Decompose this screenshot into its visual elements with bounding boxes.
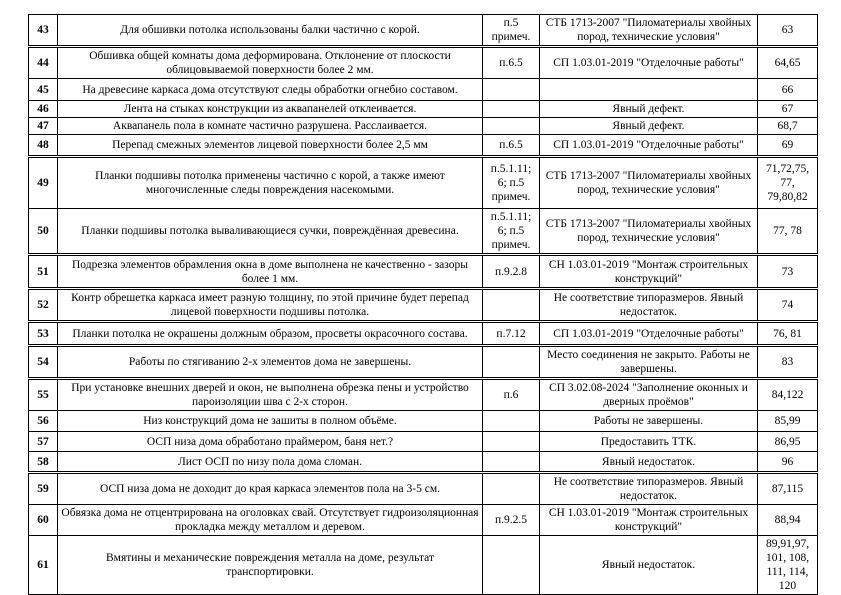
- description-cell: Лента на стыках конструкции из аквапанелей отклеивается.: [58, 101, 483, 118]
- row-number-cell: 54: [29, 346, 58, 379]
- description-cell: Планки подшивы потолка вываливающиеся сучки, повреждённая древесина.: [58, 209, 483, 255]
- clause-cell: п.6.5: [483, 135, 540, 157]
- table-row: [29, 379, 818, 411]
- basis-cell: [540, 79, 758, 101]
- description-cell: При установке внешних дверей и окон, не выполнена обрезка пены и устройство пароизоляции шва с 2-х сторон.: [58, 379, 483, 411]
- row-number-cell: 46: [29, 101, 58, 118]
- basis-cell: Место соединения не закрыто. Работы не завершены.: [540, 346, 758, 379]
- clause-cell: п.6: [483, 379, 540, 411]
- table-row: [29, 432, 818, 452]
- row-number-cell: 43: [29, 15, 58, 47]
- table-row: [29, 536, 818, 595]
- clause-cell: п.5.1.11; 6; п.5 примеч.: [483, 157, 540, 209]
- description-cell: Подрезка элементов обрамления окна в доме выполнена не качественно - зазоры более 1 мм.: [58, 255, 483, 289]
- row-number-cell: 45: [29, 79, 58, 101]
- description-cell: Контр обрешетка каркаса имеет разную толщину, по этой причине будет перепад лицевой поверхности подшивы потолка.: [58, 289, 483, 322]
- row-number-cell: 47: [29, 118, 58, 135]
- pages-cell: 87,115: [758, 473, 818, 505]
- row-number-cell: 61: [29, 536, 58, 595]
- table-row: [29, 209, 818, 255]
- basis-cell: Явный дефект.: [540, 118, 758, 135]
- clause-cell: [483, 473, 540, 505]
- table-row: [29, 101, 818, 118]
- table-row: [29, 15, 818, 47]
- basis-cell: Предоставить ТТК.: [540, 432, 758, 452]
- basis-cell: Явный дефект.: [540, 101, 758, 118]
- clause-cell: [483, 411, 540, 432]
- pages-cell: 63: [758, 15, 818, 47]
- defects-table: [28, 14, 818, 595]
- row-number-cell: 60: [29, 505, 58, 536]
- pages-cell: 85,99: [758, 411, 818, 432]
- basis-cell: Не соответствие типоразмеров. Явный недостаток.: [540, 473, 758, 505]
- basis-cell: Явный недостаток.: [540, 452, 758, 473]
- pages-cell: 68,7: [758, 118, 818, 135]
- table-row: [29, 255, 818, 289]
- clause-cell: [483, 346, 540, 379]
- row-number-cell: 59: [29, 473, 58, 505]
- table-row: [29, 452, 818, 473]
- description-cell: Лист ОСП по низу пола дома сломан.: [58, 452, 483, 473]
- pages-cell: 88,94: [758, 505, 818, 536]
- row-number-cell: 56: [29, 411, 58, 432]
- description-cell: Перепад смежных элементов лицевой поверхности более 2,5 мм: [58, 135, 483, 157]
- description-cell: Планки подшивы потолка применены частично с корой, а также имеют многочисленные следы повреждения насекомыми.: [58, 157, 483, 209]
- pages-cell: 96: [758, 452, 818, 473]
- clause-cell: п.5.1.11; 6; п.5 примеч.: [483, 209, 540, 255]
- description-cell: Планки потолка не окрашены должным образом, просветы окрасочного состава.: [58, 322, 483, 346]
- clause-cell: [483, 79, 540, 101]
- pages-cell: 73: [758, 255, 818, 289]
- clause-cell: п.7.12: [483, 322, 540, 346]
- basis-cell: СП 3.02.08-2024 "Заполнение оконных и дверных проёмов": [540, 379, 758, 411]
- description-cell: На древесине каркаса дома отсутствуют следы обработки огнебио составом.: [58, 79, 483, 101]
- clause-cell: п.9.2.5: [483, 505, 540, 536]
- basis-cell: СТБ 1713-2007 "Пиломатериалы хвойных пород, технические условия": [540, 157, 758, 209]
- row-number-cell: 58: [29, 452, 58, 473]
- table-row: [29, 118, 818, 135]
- description-cell: Для обшивки потолка использованы балки частично с корой.: [58, 15, 483, 47]
- basis-cell: СТБ 1713-2007 "Пиломатериалы хвойных пород, технические условия": [540, 15, 758, 47]
- description-cell: Обшивка общей комнаты дома деформирована. Отклонение от плоскости облицовываемой поверхности более 2 мм.: [58, 47, 483, 79]
- clause-cell: [483, 289, 540, 322]
- pages-cell: 64,65: [758, 47, 818, 79]
- row-number-cell: 48: [29, 135, 58, 157]
- description-cell: Низ конструкций дома не зашиты в полном объёме.: [58, 411, 483, 432]
- clause-cell: [483, 452, 540, 473]
- clause-cell: п.6.5: [483, 47, 540, 79]
- table-row: [29, 505, 818, 536]
- pages-cell: 86,95: [758, 432, 818, 452]
- clause-cell: [483, 536, 540, 595]
- table-row: [29, 473, 818, 505]
- table-row: [29, 289, 818, 322]
- row-number-cell: 57: [29, 432, 58, 452]
- description-cell: Аквапанель пола в комнате частично разрушена. Расслаивается.: [58, 118, 483, 135]
- row-number-cell: 44: [29, 47, 58, 79]
- description-cell: ОСП низа дома не доходит до края каркаса элементов пола на 3-5 см.: [58, 473, 483, 505]
- pages-cell: 83: [758, 346, 818, 379]
- clause-cell: [483, 432, 540, 452]
- row-number-cell: 49: [29, 157, 58, 209]
- table-row: [29, 47, 818, 79]
- pages-cell: 66: [758, 79, 818, 101]
- pages-cell: 89,91,97, 101, 108, 111, 114, 120: [758, 536, 818, 595]
- basis-cell: СП 1.03.01-2019 "Отделочные работы": [540, 135, 758, 157]
- basis-cell: Явный недостаток.: [540, 536, 758, 595]
- row-number-cell: 50: [29, 209, 58, 255]
- pages-cell: 74: [758, 289, 818, 322]
- description-cell: ОСП низа дома обработано праймером, баня нет.?: [58, 432, 483, 452]
- row-number-cell: 53: [29, 322, 58, 346]
- description-cell: Вмятины и механические повреждения металла на доме, результат транспортировки.: [58, 536, 483, 595]
- table-row: [29, 135, 818, 157]
- table-row: [29, 157, 818, 209]
- pages-cell: 69: [758, 135, 818, 157]
- table-row: [29, 79, 818, 101]
- clause-cell: [483, 118, 540, 135]
- row-number-cell: 55: [29, 379, 58, 411]
- pages-cell: 67: [758, 101, 818, 118]
- pages-cell: 71,72,75, 77, 79,80,82: [758, 157, 818, 209]
- clause-cell: п.5 примеч.: [483, 15, 540, 47]
- basis-cell: СН 1.03.01-2019 "Монтаж строительных конструкций": [540, 505, 758, 536]
- table-row: [29, 346, 818, 379]
- description-cell: Работы по стягиванию 2-х элементов дома не завершены.: [58, 346, 483, 379]
- pages-cell: 84,122: [758, 379, 818, 411]
- table-row: [29, 411, 818, 432]
- basis-cell: Не соответствие типоразмеров. Явный недостаток.: [540, 289, 758, 322]
- basis-cell: СП 1.03.01-2019 "Отделочные работы": [540, 47, 758, 79]
- basis-cell: СН 1.03.01-2019 "Монтаж строительных конструкций": [540, 255, 758, 289]
- basis-cell: Работы не завершены.: [540, 411, 758, 432]
- basis-cell: СП 1.03.01-2019 "Отделочные работы": [540, 322, 758, 346]
- table-row: [29, 322, 818, 346]
- row-number-cell: 52: [29, 289, 58, 322]
- clause-cell: [483, 101, 540, 118]
- basis-cell: СТБ 1713-2007 "Пиломатериалы хвойных пород, технические условия": [540, 209, 758, 255]
- pages-cell: 76, 81: [758, 322, 818, 346]
- description-cell: Обвязка дома не отцентрирована на оголовках свай. Отсутствует гидроизоляционная прокладка между металлом и деревом.: [58, 505, 483, 536]
- clause-cell: п.9.2.8: [483, 255, 540, 289]
- pages-cell: 77, 78: [758, 209, 818, 255]
- row-number-cell: 51: [29, 255, 58, 289]
